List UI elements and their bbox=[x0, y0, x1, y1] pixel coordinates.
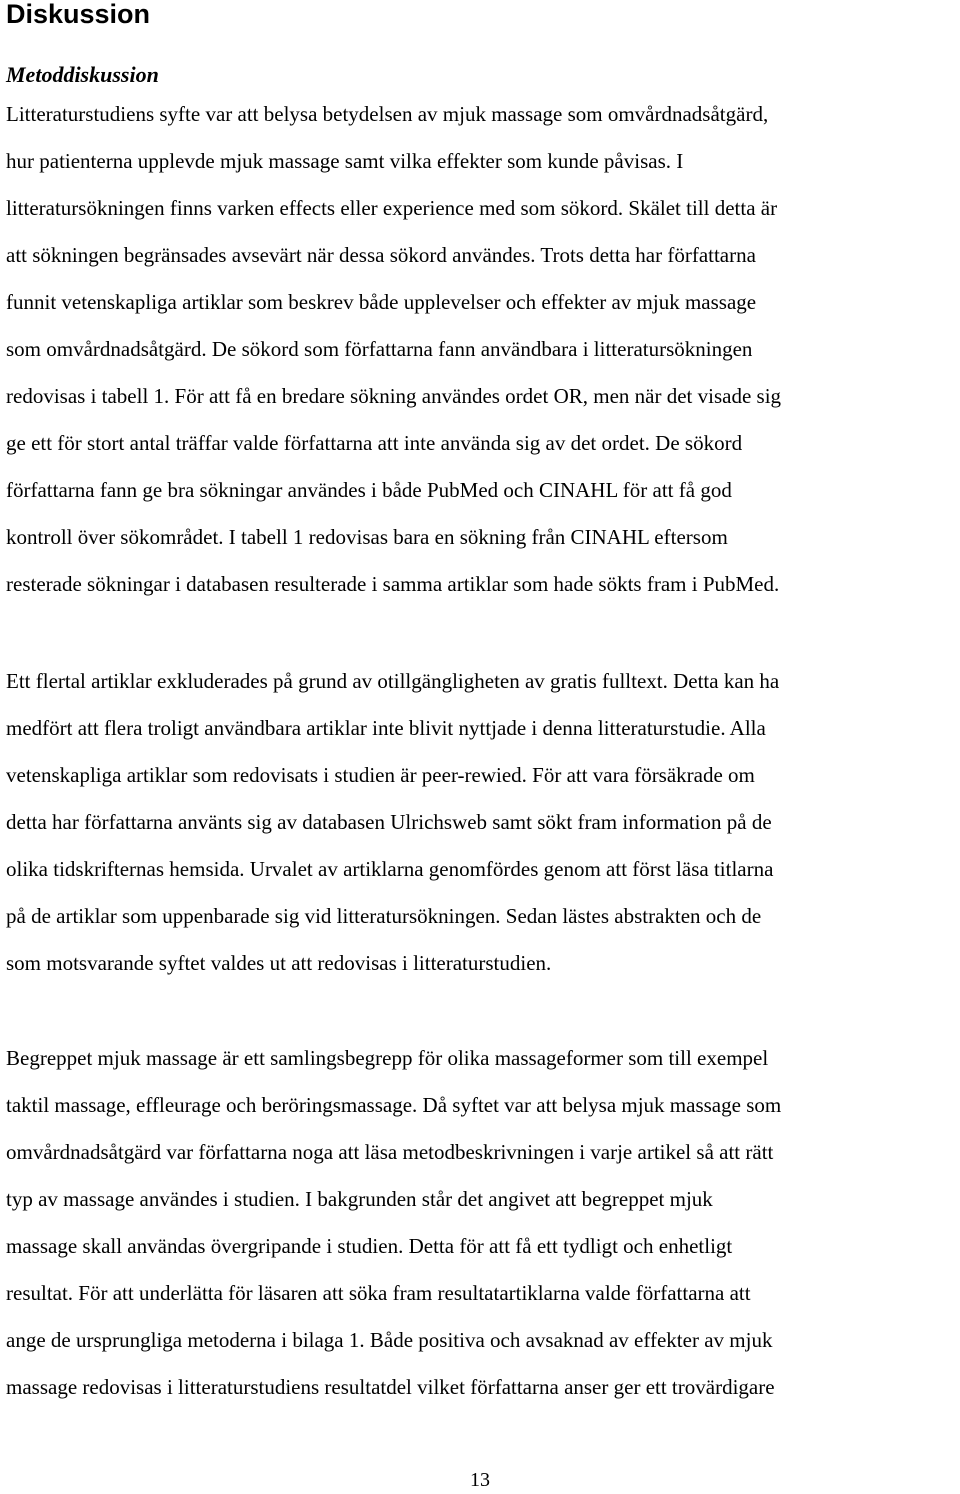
text-line: funnit vetenskapliga artiklar som beskrev både upplevelser och effekter av mjuk massage bbox=[6, 290, 757, 314]
text-line: ange de ursprungliga metoderna i bilaga 1. Både positiva och avsaknad av effekter av mjuk bbox=[6, 1328, 773, 1352]
text-line: resterade sökningar i databasen resulterade i samma artiklar som hade sökts fram i PubMed. bbox=[6, 572, 780, 596]
section-heading: Diskussion bbox=[6, 0, 151, 29]
text-line: ge ett för stort antal träffar valde författarna att inte använda sig av det ordet. De sökord bbox=[6, 431, 743, 455]
text-line: Begreppet mjuk massage är ett samlingsbegrepp för olika massageformer som till exempel bbox=[6, 1046, 769, 1070]
text-line: redovisas i tabell 1. För att få en bredare sökning användes ordet OR, men när det visade sig bbox=[6, 384, 782, 408]
text-line: som motsvarande syftet valdes ut att redovisas i litteraturstudien. bbox=[6, 951, 552, 975]
text-line: som omvårdnadsåtgärd. De sökord som författarna fann användbara i litteratursökningen bbox=[6, 337, 753, 361]
text-line: olika tidskrifternas hemsida. Urvalet av artiklarna genomfördes genom att först läsa titlarna bbox=[6, 857, 774, 881]
text-line: massage skall användas övergripande i studien. Detta för att få ett tydligt och enhetligt bbox=[6, 1234, 733, 1258]
text-line: litteratursökningen finns varken effects eller experience med som sökord. Skälet till detta är bbox=[6, 196, 778, 220]
text-line: att sökningen begränsades avsevärt när dessa sökord användes. Trots detta har författarna bbox=[6, 243, 756, 267]
subsection-heading: Metoddiskussion bbox=[6, 62, 159, 87]
paragraph-2 bbox=[6, 658, 779, 987]
paragraph-3 bbox=[6, 1035, 781, 1411]
text-line: omvårdnadsåtgärd var författarna noga att läsa metodbeskrivningen i varje artikel så att rätt bbox=[6, 1140, 774, 1164]
text-line: vetenskapliga artiklar som redovisats i studien är peer-rewied. För att vara försäkrade om bbox=[6, 763, 755, 787]
text-line: kontroll över sökområdet. I tabell 1 redovisas bara en sökning från CINAHL eftersom bbox=[6, 525, 728, 549]
text-line: typ av massage användes i studien. I bakgrunden står det angivet att begreppet mjuk bbox=[6, 1187, 713, 1211]
text-line: hur patienterna upplevde mjuk massage samt vilka effekter som kunde påvisas. I bbox=[6, 149, 684, 173]
page-number: 13 bbox=[470, 1469, 490, 1491]
text-line: på de artiklar som uppenbarade sig vid litteratursökningen. Sedan lästes abstrakten och de bbox=[6, 904, 762, 928]
text-line: detta har författarna använts sig av databasen Ulrichsweb samt sökt fram information på de bbox=[6, 810, 772, 834]
paragraph-1 bbox=[6, 91, 781, 608]
text-line: resultat. För att underlätta för läsaren att söka fram resultatartiklarna valde författarna att bbox=[6, 1281, 751, 1305]
text-line: taktil massage, effleurage och beröringsmassage. Då syftet var att belysa mjuk massage som bbox=[6, 1093, 782, 1117]
text-line: massage redovisas i litteraturstudiens resultatdel vilket författarna anser ger ett trovärdigare bbox=[6, 1375, 775, 1399]
text-line: medfört att flera troligt användbara artiklar inte blivit nyttjade i denna litteraturstudie. Alla bbox=[6, 716, 766, 740]
text-line: författarna fann ge bra sökningar användes i både PubMed och CINAHL för att få god bbox=[6, 478, 732, 502]
text-line: Ett flertal artiklar exkluderades på grund av otillgängligheten av gratis fulltext. Detta kan ha bbox=[6, 669, 780, 693]
text-line: Litteraturstudiens syfte var att belysa betydelsen av mjuk massage som omvårdnadsåtgärd, bbox=[6, 102, 769, 126]
